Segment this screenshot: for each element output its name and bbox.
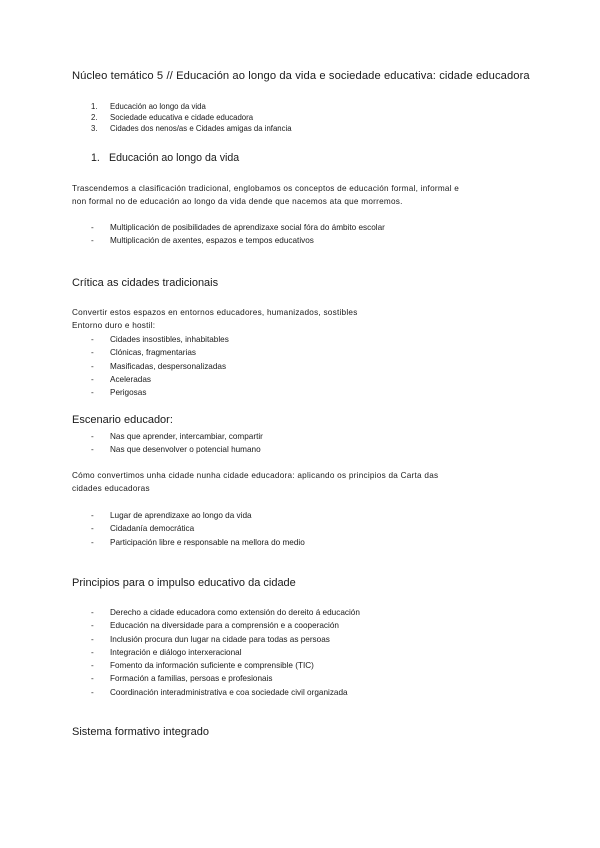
list-item: - Fomento da información suficiente e comprensible (TIC)	[91, 661, 314, 671]
toc-item: 3. Cidades dos nenos/as e Cidades amigas da infancia	[91, 124, 292, 133]
list-item: - Coordinación interadministrativa e coa sociedade civil organizada	[91, 687, 348, 697]
critica-heading: Crítica as cidades tradicionais	[72, 277, 219, 289]
list-item: - Cidadanía democrática	[91, 524, 195, 534]
list-item: - Perigosas	[91, 388, 147, 398]
list-item: - Formación a familias, persoas e profesionais	[91, 674, 273, 684]
sistema-heading: Sistema formativo integrado	[72, 726, 209, 738]
list-item: - Masificadas, despersonalizadas	[91, 361, 227, 371]
toc-item: 2. Sociedade educativa e cidade educadora	[91, 113, 254, 122]
list-item: - Participación libre e responsable na mellora do medio	[91, 537, 305, 547]
list-item: - Multiplicación de axentes, espazos e tempos educativos	[91, 236, 314, 246]
escenario-list-2	[91, 509, 305, 549]
principios-list	[91, 606, 360, 699]
list-item: - Nas que desenvolver o potencial humano	[91, 445, 261, 455]
list-item: - Clónicas, fragmentarias	[91, 348, 197, 358]
list-item: - Educación na diversidade para a comprensión e a cooperación	[91, 621, 339, 631]
section1-list	[91, 221, 385, 248]
list-item: - Integración e diálogo interxeracional	[91, 647, 242, 657]
toc-list	[91, 101, 292, 134]
critica-text: Convertir estos espazos en entornos educadores, humanizados, sostibles Entorno duro e hostil:	[72, 308, 358, 331]
list-item: - Aceleradas	[91, 374, 151, 384]
list-item: - Cidades insostibles, inhabitables	[91, 335, 229, 344]
principios-heading: Principios para o impulso educativo da cidade	[72, 577, 296, 589]
critica-list	[91, 333, 229, 399]
section1-paragraph: Trascendemos a clasificación tradicional, englobamos os conceptos de educación formal, informal e non formal no de educación ao longo da vida dende que nacemos ata que morremos.	[72, 184, 460, 207]
escenario-heading: Escenario educador:	[72, 414, 173, 426]
list-item: - Inclusión procura dun lugar na cidade para todas as persoas	[91, 634, 330, 644]
escenario-list	[91, 430, 263, 457]
section-heading-1: 1. Educación ao longo da vida	[91, 152, 240, 164]
list-item: - Lugar de aprendizaxe ao longo da vida	[91, 511, 252, 520]
toc-item: 1. Educación ao longo da vida	[91, 102, 206, 111]
escenario-paragraph: Cómo convertimos unha cidade nunha cidade educadora: aplicando os principios da Carta das cidades educadoras	[72, 471, 439, 494]
list-item: - Nas que aprender, intercambiar, compartir	[91, 432, 263, 441]
page-title: Núcleo temático 5 // Educación ao longo da vida e sociedade educativa: cidade educadora	[72, 70, 530, 82]
list-item: - Multiplicación de posibilidades de aprendizaxe social fóra do ámbito escolar	[91, 223, 385, 232]
list-item: - Derecho a cidade educadora como extensión do dereito á educación	[91, 608, 360, 617]
